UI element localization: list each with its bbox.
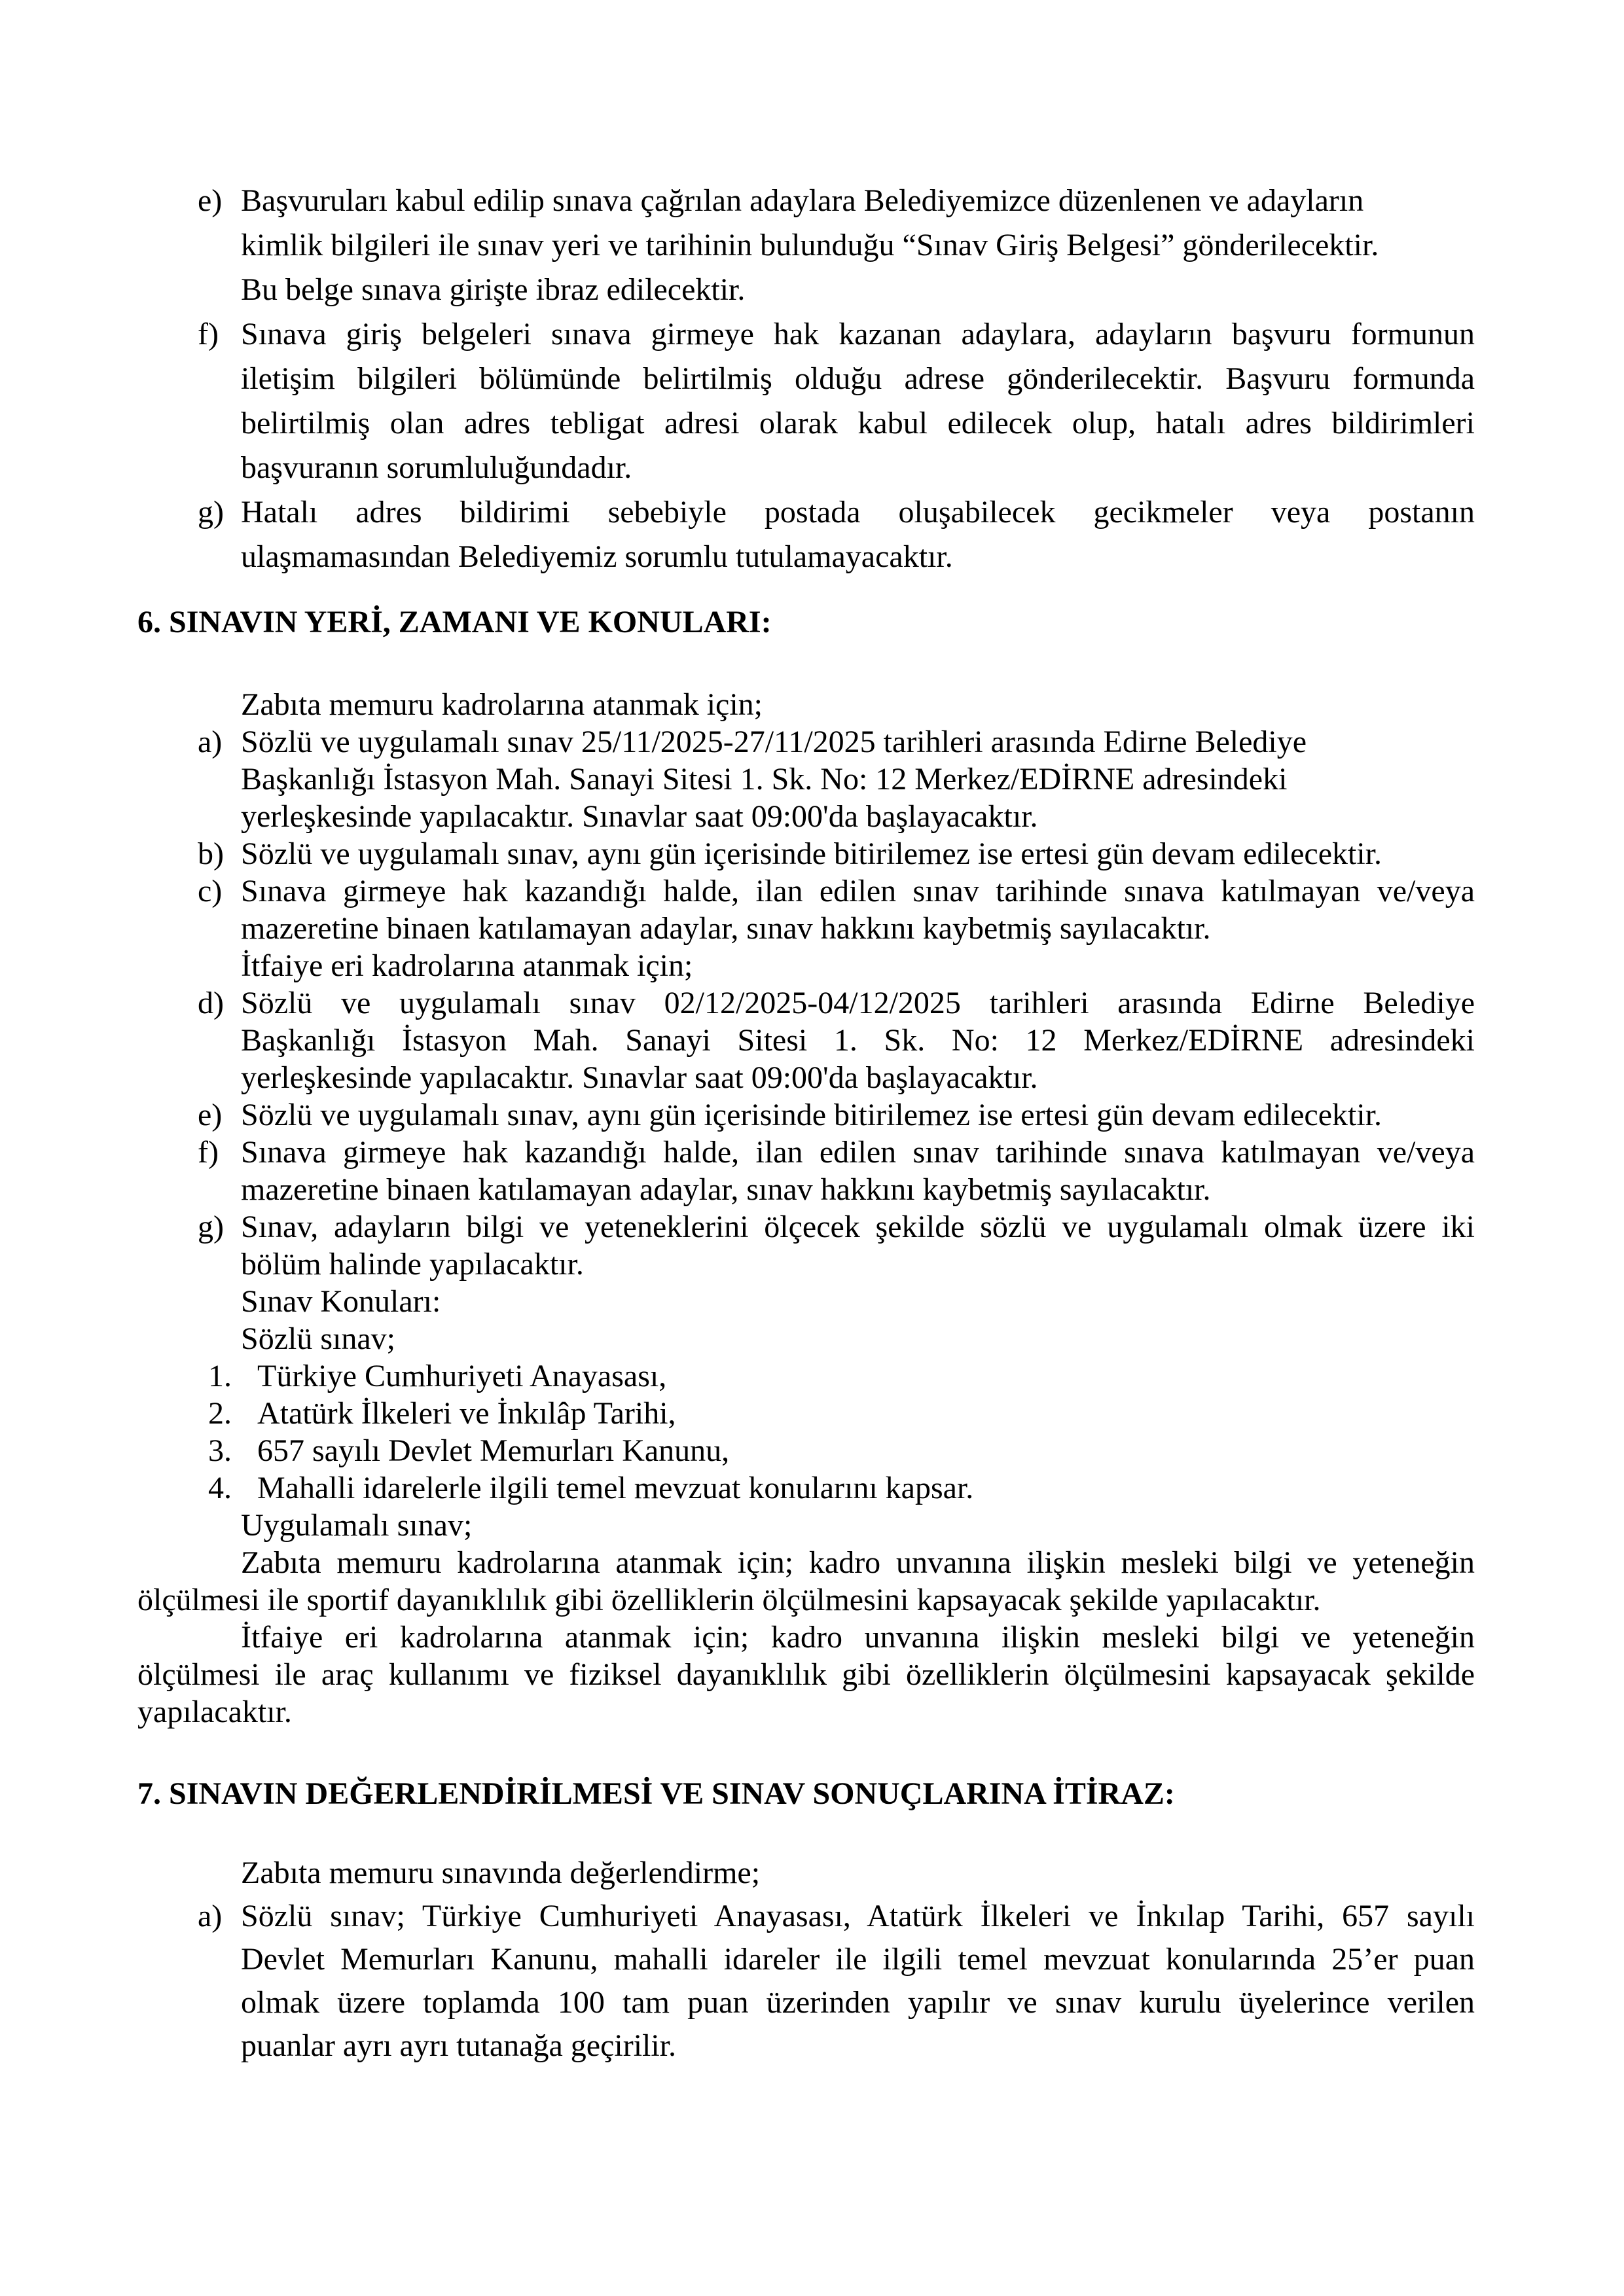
paragraph-line: yapılacaktır. (137, 1695, 292, 1729)
paragraph-line: Sınava girmeye hak kazandığı halde, ilan edilen sınav tarihinde sınava katılmayan ve/veya (241, 874, 1475, 908)
list-marker: d) (198, 986, 224, 1020)
numbered-item-3 (137, 1432, 1475, 1469)
paragraph-line: Devlet Memurları Kanunu, mahalli idareler ile ilgili temel mevzuat konularında 25’er puan (241, 1942, 1475, 1977)
paragraph-line: Sınava giriş belgeleri sınava girmeye hak kazanan adaylara, adayların başvuru formunun (241, 317, 1475, 351)
paragraph-line: Sözlü ve uygulamalı sınav 25/11/2025-27/11/2025 tarihleri arasında Edirne Belediye (241, 725, 1307, 759)
list-item-e (137, 179, 1475, 312)
list-item-g (137, 490, 1475, 579)
list-marker: g) (198, 495, 224, 529)
paragraph-line: olmak üzere toplamda 100 tam puan üzerinden yapılır ve sınav kurulu üyelerince verilen (241, 1985, 1475, 2020)
section-6-heading: 6. SINAVIN YERİ, ZAMANI VE KONULARI: (137, 605, 772, 639)
label-sinav-konulari: Sınav Konuları: (241, 1284, 441, 1319)
list-item-a7 (137, 1895, 1475, 2068)
list-item-f (137, 312, 1475, 490)
paragraph-line: Sözlü ve uygulamalı sınav 02/12/2025-04/12/2025 tarihleri arasında Edirne Belediye (241, 986, 1475, 1020)
paragraph-zabita (137, 1544, 1475, 1619)
paragraph-line: Sözlü ve uygulamalı sınav, aynı gün içerisinde bitirilemez ise ertesi gün devam edilecektir. (241, 836, 1382, 871)
paragraph-line: mazeretine binaen katılamayan adaylar, sınav hakkını kaybetmiş sayılacaktır. (241, 911, 1211, 946)
paragraph-line: bölüm halinde yapılacaktır. (241, 1247, 584, 1282)
paragraph-line: Zabıta memuru kadrolarına atanmak için; kadro unvanına ilişkin mesleki bilgi ve yeteneğin (241, 1545, 1475, 1580)
paragraph-line: Türkiye Cumhuriyeti Anayasası, (257, 1359, 667, 1393)
paragraph-line: Sözlü ve uygulamalı sınav, aynı gün içerisinde bitirilemez ise ertesi gün devam edilecektir. (241, 1098, 1382, 1132)
intro-itfaiye-eri: İtfaiye eri kadrolarına atanmak için; (241, 948, 693, 983)
list-marker: f) (198, 1135, 219, 1170)
paragraph-line: Hatalı adres bildirimi sebebiyle postada oluşabilecek gecikmeler veya postanın (241, 495, 1475, 529)
paragraph-line: Bu belge sınava girişte ibraz edilecektir. (241, 272, 746, 307)
list-item-d (137, 984, 1475, 1096)
paragraph-line: Sınav, adayların bilgi ve yeteneklerini ölçecek şekilde sözlü ve uygulamalı olmak üzere iki (241, 1210, 1475, 1244)
numbered-item-4 (137, 1469, 1475, 1507)
list-marker: 2. (208, 1396, 232, 1431)
numbered-item-2 (137, 1395, 1475, 1432)
intro-zabita-memuru: Zabıta memuru kadrolarına atanmak için; (241, 687, 763, 722)
paragraph-line: 657 sayılı Devlet Memurları Kanunu, (257, 1433, 730, 1468)
paragraph-line: başvuranın sorumluluğundadır. (241, 450, 632, 485)
list-item-g2 (137, 1208, 1475, 1283)
intro-degerlendirme: Zabıta memuru sınavında değerlendirme; (241, 1856, 761, 1890)
list-item-c (137, 872, 1475, 984)
list-marker: 4. (208, 1471, 232, 1505)
paragraph-line: Başvuruları kabul edilip sınava çağrılan adaylara Belediyemizce düzenlenen ve adayların (241, 183, 1364, 218)
list-item-b (137, 835, 1475, 872)
paragraph-line: Sınava girmeye hak kazandığı halde, ilan edilen sınav tarihinde sınava katılmayan ve/veya (241, 1135, 1475, 1170)
paragraph-line: yerleşkesinde yapılacaktır. Sınavlar saat 09:00'da başlayacaktır. (241, 799, 1038, 834)
paragraph-line: kimlik bilgileri ile sınav yeri ve tarihinin bulunduğu “Sınav Giriş Belgesi” gönderilecektir. (241, 228, 1379, 262)
paragraph-line: İtfaiye eri kadrolarına atanmak için; kadro unvanına ilişkin mesleki bilgi ve yeteneğin (241, 1620, 1475, 1655)
paragraph-line: Başkanlığı İstasyon Mah. Sanayi Sitesi 1. Sk. No: 12 Merkez/EDİRNE adresindeki (241, 762, 1288, 797)
paragraph-line: mazeretine binaen katılamayan adaylar, sınav hakkını kaybetmiş sayılacaktır. (241, 1172, 1211, 1207)
paragraph-line: Atatürk İlkeleri ve İnkılâp Tarihi, (257, 1396, 676, 1431)
list-marker: 3. (208, 1433, 232, 1468)
paragraph-line: iletişim bilgileri bölümünde belirtilmiş olduğu adrese gönderilecektir. Başvuru formunda (241, 361, 1475, 396)
document-content (137, 179, 1475, 2068)
section-7-body (137, 1852, 1475, 2068)
paragraph-line: belirtilmiş olan adres tebligat adresi olarak kabul edilecek olup, hatalı adres bildirimleri (241, 406, 1475, 440)
list-item-e2 (137, 1096, 1475, 1134)
list-marker: e) (198, 1098, 223, 1132)
list-marker: g) (198, 1210, 224, 1244)
list-marker: b) (198, 836, 224, 871)
list-item-f2 (137, 1134, 1475, 1208)
paragraph-line: Sözlü sınav; Türkiye Cumhuriyeti Anayasası, Atatürk İlkeleri ve İnkılap Tarihi, 657 sayılı (241, 1899, 1475, 1933)
list-item-a (137, 723, 1475, 835)
paragraph-line: Başkanlığı İstasyon Mah. Sanayi Sitesi 1. Sk. No: 12 Merkez/EDİRNE adresindeki (241, 1023, 1475, 1058)
numbered-item-1 (137, 1357, 1475, 1395)
top-items-block (137, 179, 1475, 579)
paragraph-line: Mahalli idarelerle ilgili temel mevzuat konularını kapsar. (257, 1471, 974, 1505)
section-6-body (137, 686, 1475, 1731)
paragraph-line: ölçülmesi ile sportif dayanıklılık gibi özelliklerin ölçülmesini kapsayacak şekilde yapılacaktır. (137, 1583, 1321, 1617)
list-marker: e) (198, 183, 223, 218)
paragraph-line: ulaşmamasından Belediyemiz sorumlu tutulamayacaktır. (241, 539, 953, 574)
section-7-heading: 7. SINAVIN DEĞERLENDİRİLMESİ VE SINAV SONUÇLARINA İTİRAZ: (137, 1776, 1175, 1811)
list-marker: c) (198, 874, 223, 908)
list-marker: a) (198, 1899, 223, 1933)
list-marker: 1. (208, 1359, 232, 1393)
paragraph-line: ölçülmesi ile araç kullanımı ve fiziksel dayanıklılık gibi özelliklerin ölçülmesini kapsayacak şekilde (137, 1657, 1475, 1692)
list-marker: a) (198, 725, 223, 759)
label-uygulamali-sinav: Uygulamalı sınav; (241, 1508, 473, 1543)
paragraph-line: yerleşkesinde yapılacaktır. Sınavlar saat 09:00'da başlayacaktır. (241, 1060, 1038, 1095)
label-sozlu-sinav: Sözlü sınav; (241, 1321, 395, 1356)
list-marker: f) (198, 317, 219, 351)
paragraph-line: puanlar ayrı ayrı tutanağa geçirilir. (241, 2028, 677, 2063)
paragraph-itfaiye (137, 1619, 1475, 1731)
